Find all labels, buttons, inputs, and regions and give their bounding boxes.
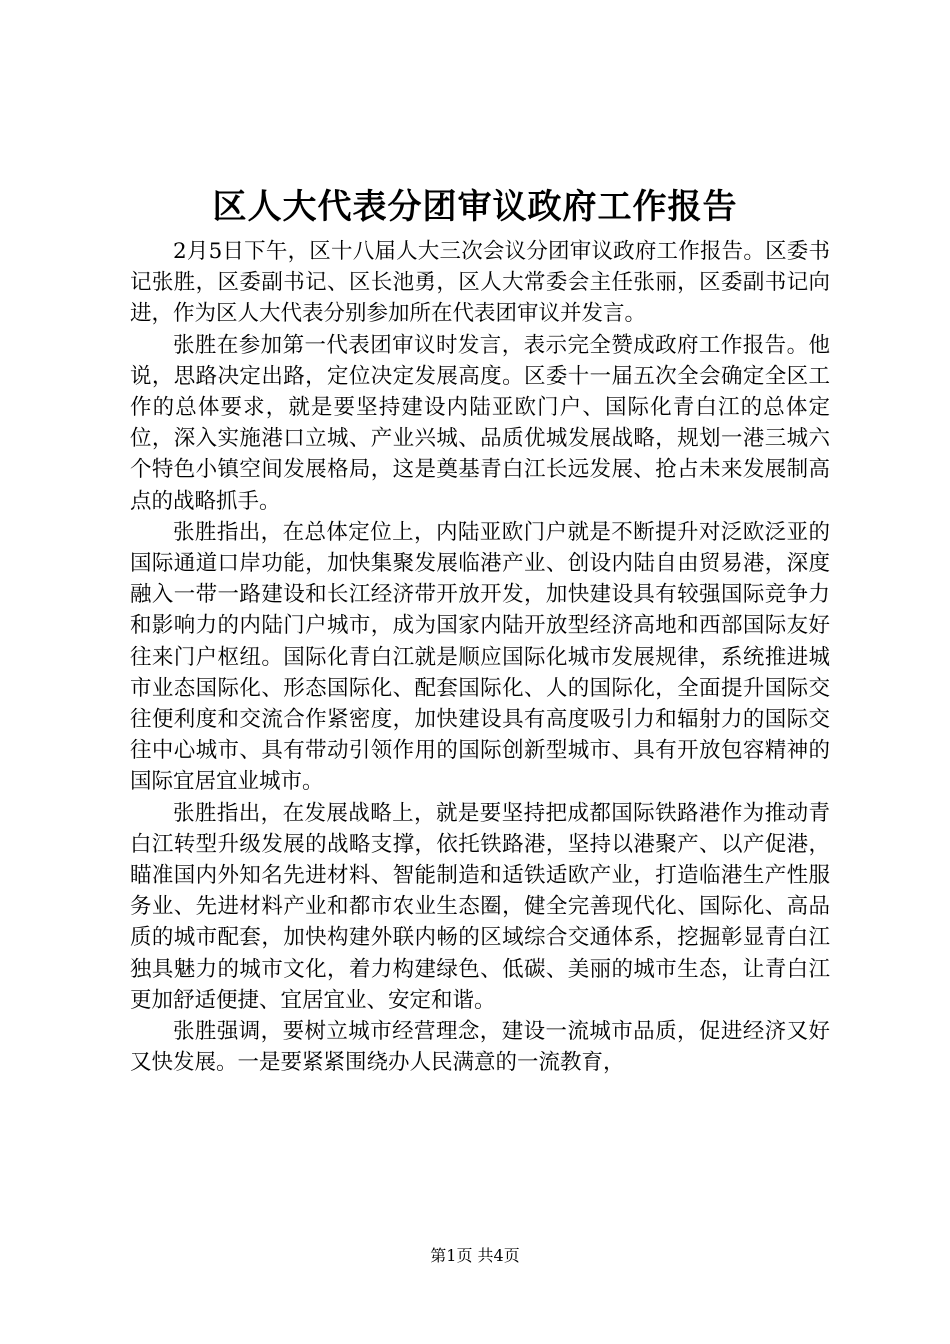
paragraph: 2月5日下午，区十八届人大三次会议分团审议政府工作报告。区委书记张胜，区委副书记、区长池勇，区人大常委会主任张丽，区委副书记向进，作为区人大代表分别参加所在代表团审议并发言。 [130,239,830,327]
document-body [130,236,830,1078]
paragraph: 张胜指出，在总体定位上，内陆亚欧门户就是不断提升对泛欧泛亚的国际通道口岸功能，加快集聚发展临港产业、创设内陆自由贸易港，深度融入一带一路建设和长江经济带开放开发，加快建设具有较强国际竞争力和影响力的内陆门户城市，成为国家内陆开放型经济高地和西部国际友好往来门户枢纽。国际化青白江就是顺应国际化城市发展规律，系统推进城市业态国际化、形态国际化、配套国际化、人的国际化，全面提升国际交往便利度和交流合作紧密度，加快建设具有高度吸引力和辐射力的国际交往中心城市、具有带动引领作用的国际创新型城市、具有开放包容精神的国际宜居宜业城市。 [130,519,830,795]
document-title: 区人大代表分团审议政府工作报告 [212,187,738,227]
paragraph: 张胜在参加第一代表团审议时发言，表示完全赞成政府工作报告。他说，思路决定出路，定位决定发展高度。区委十一届五次全会确定全区工作的总体要求，就是要坚持建设内陆亚欧门户、国际化青白江的总体定位，深入实施港口立城、产业兴城、品质优城发展战略，规划一港三城六个特色小镇空间发展格局，这是奠基青白江长远发展、抢占未来发展制高点的战略抓手。 [130,332,830,514]
paragraph: 张胜强调，要树立城市经营理念，建设一流城市品质，促进经济又好又快发展。一是要紧紧围绕办人民满意的一流教育， [130,1019,830,1076]
paragraph: 张胜指出，在发展战略上，就是要坚持把成都国际铁路港作为推动青白江转型升级发展的战略支撑，依托铁路港，坚持以港聚产、以产促港，瞄准国内外知名先进材料、智能制造和适铁适欧产业，打造临港生产性服务业、先进材料产业和都市农业生态圈，健全完善现代化、国际化、高品质的城市配套，加快构建外联内畅的区域综合交通体系，挖掘彰显青白江独具魅力的城市文化，着力构建绿色、低碳、美丽的城市生态，让青白江更加舒适便捷、宜居宜业、安定和谐。 [130,800,830,1013]
page-footer: 第1页 共4页 [430,1246,520,1265]
